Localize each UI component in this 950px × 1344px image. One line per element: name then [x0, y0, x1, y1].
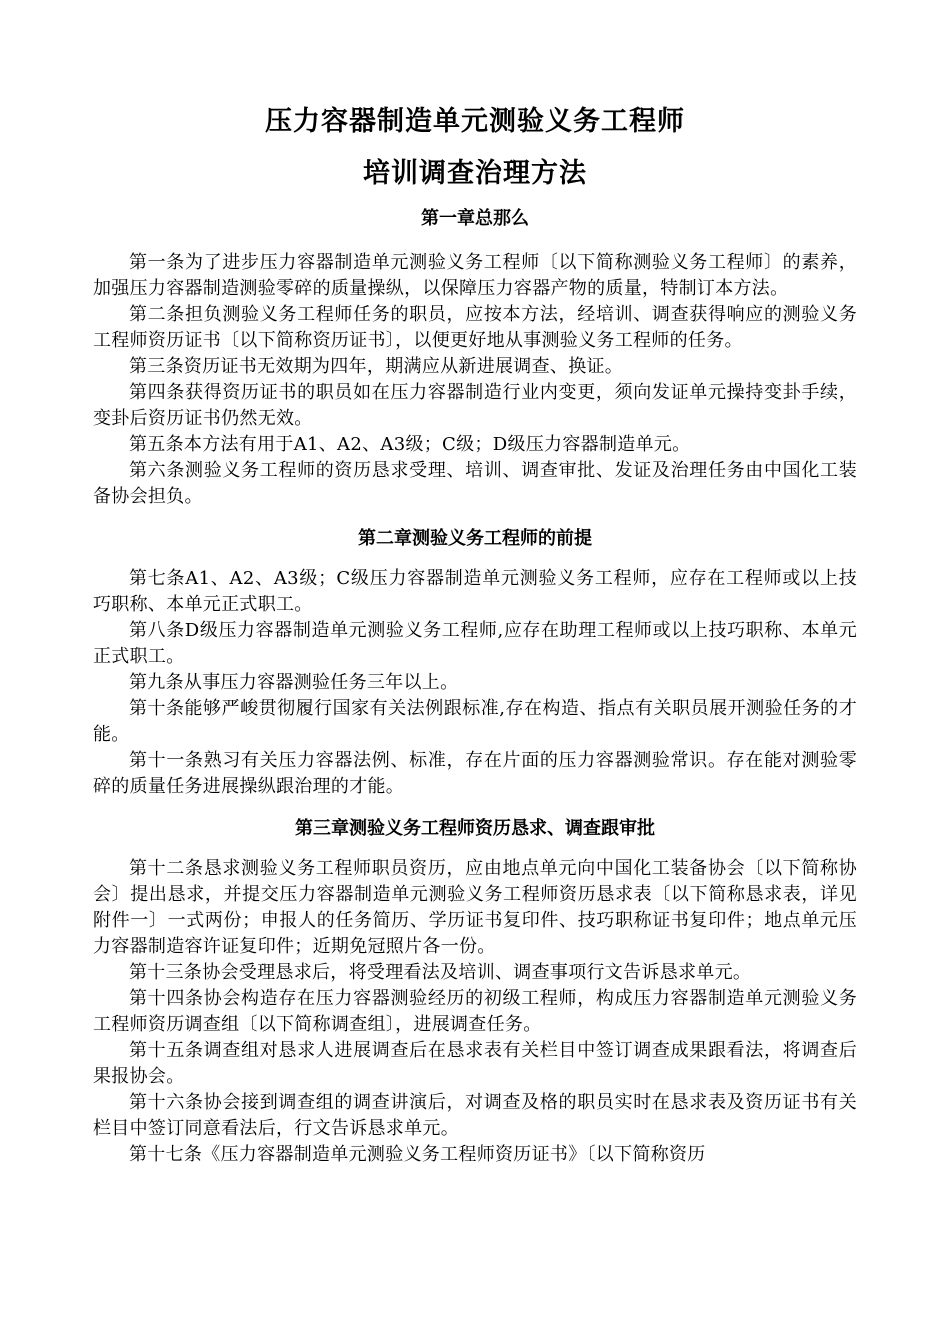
article-9: 第九条从事压力容器测验任务三年以上。 — [129, 672, 459, 693]
article-10: 第十条能够严峻贯彻履行国家有关法例跟标准,存在构造、指点有关职员展开测验任务的才能。 — [93, 698, 857, 745]
article-17: 第十七条《压力容器制造单元测验义务工程师资历证书》〔以下简称资历 — [129, 1144, 706, 1165]
document-page — [93, 100, 857, 1168]
article-3: 第三条资历证书无效期为四年，期满应从新进展调查、换证。 — [129, 356, 624, 377]
article-11: 第十一条熟习有关压力容器法例、标准，存在片面的压力容器测验常识。存在能对测验零碎的质量任务进展操纵跟治理的才能。 — [93, 750, 857, 797]
article-8: 第八条D级压力容器制造单元测验义务工程师,应存在助理工程师或以上技巧职称、本单元正式职工。 — [93, 620, 857, 667]
document-subtitle: 培训调查治理方法 — [363, 158, 587, 189]
article-6: 第六条测验义务工程师的资历恳求受理、培训、调查审批、发证及治理任务由中国化工装备协会担负。 — [93, 460, 857, 507]
article-4: 第四条获得资历证书的职员如在压力容器制造行业内变更，须向发证单元操持变卦手续，变卦后资历证书仍然无效。 — [93, 382, 857, 429]
article-15: 第十五条调查组对恳求人进展调查后在恳求表有关栏目中签订调查成果跟看法，将调查后果报协会。 — [93, 1040, 857, 1087]
chapter-heading: 第二章测验义务工程师的前提 — [358, 528, 592, 549]
chapter-2 — [93, 526, 857, 800]
article-7: 第七条A1、A2、A3级；C级压力容器制造单元测验义务工程师，应存在工程师或以上技巧职称、本单元正式职工。 — [93, 568, 857, 615]
chapter-1 — [93, 206, 857, 510]
article-5: 第五条本方法有用于A1、A2、A3级；C级；D级压力容器制造单元。 — [129, 434, 691, 455]
chapter-heading: 第一章总那么 — [421, 208, 529, 229]
chapter-3 — [93, 816, 857, 1168]
document-title: 压力容器制造单元测验义务工程师 — [265, 106, 685, 137]
article-16: 第十六条协会接到调查组的调查讲演后，对调查及格的职员实时在恳求表及资历证书有关栏目中签订同意看法后，行文告诉恳求单元。 — [93, 1092, 857, 1139]
chapter-heading: 第三章测验义务工程师资历恳求、调查跟审批 — [295, 818, 655, 839]
article-12: 第十二条恳求测验义务工程师职员资历，应由地点单元向中国化工装备协会〔以下简称协会〕提出恳求，并提交压力容器制造单元测验义务工程师资历恳求表〔以下简称恳求表，详见附件一〕一式两份；申报人的任务简历、学历证书复印件、技巧职称证书复印件；地点单元压力容器制造容许证复印件；近期免冠照片各一份。 — [93, 858, 857, 957]
article-13: 第十三条协会受理恳求后，将受理看法及培训、调查事项行文告诉恳求单元。 — [129, 962, 752, 983]
article-1: 第一条为了进步压力容器制造单元测验义务工程师〔以下简称测验义务工程师〕的素养，加强压力容器制造测验零碎的质量操纵，以保障压力容器产物的质量，特制订本方法。 — [93, 252, 857, 299]
article-14: 第十四条协会构造存在压力容器测验经历的初级工程师，构成压力容器制造单元测验义务工程师资历调查组〔以下简称调查组〕，进展调查任务。 — [93, 988, 857, 1035]
article-2: 第二条担负测验义务工程师任务的职员，应按本方法，经培训、调查获得响应的测验义务工程师资历证书〔以下简称资历证书〕，以便更好地从事测验义务工程师的任务。 — [93, 304, 857, 351]
